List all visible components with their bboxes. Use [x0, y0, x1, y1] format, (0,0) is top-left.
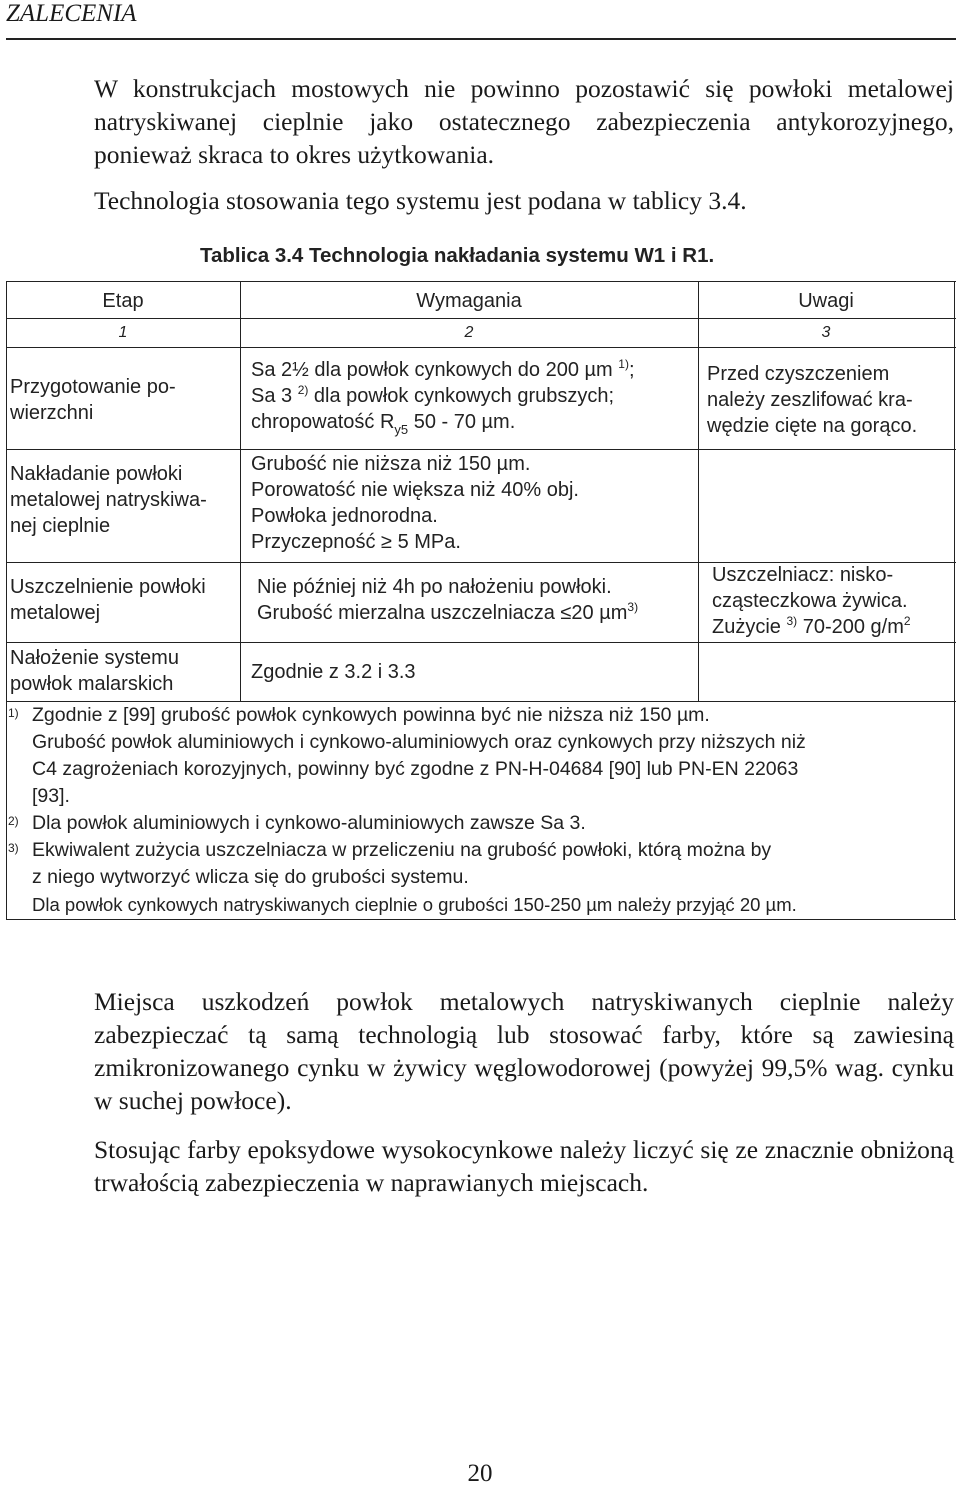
- column-number-3: 3: [821, 324, 831, 341]
- row3-etap-line: metalowej: [10, 602, 101, 624]
- page-number: 20: [467, 1460, 493, 1487]
- row3-requirements: [257, 574, 697, 626]
- intro-paragraph-1: W konstrukcjach mostowych nie powinno pozostawić się powłoki metalowej natryskiwanej cieplnie jako ostatecznego zabezpieczenia antykorozyjnego, ponieważ skraca to okres użytkowania.: [94, 74, 954, 169]
- row1-uwagi-line: należy zeszlifować kra-: [707, 389, 913, 411]
- table-rule-header: [6, 318, 956, 319]
- req-text: ;: [628, 359, 635, 381]
- row3-etap-line: Uszczelnienie powłoki: [10, 576, 206, 598]
- req-text: chropowatość R: [251, 411, 395, 433]
- footnote-3: [8, 837, 953, 918]
- footnote-line: Zgodnie z [99] grubość powłok cynkowych powinna być nie niższa niż 150 µm.: [32, 704, 710, 726]
- row1-uwagi-line: wędzie cięte na gorąco.: [707, 415, 918, 437]
- footnote-ref: 2): [297, 383, 309, 397]
- footnote-line: Grubość powłok aluminiowych i cynkowo-aluminiowych oraz cynkowych przy niższych niż: [32, 731, 806, 753]
- footnote-line: [93].: [32, 785, 70, 807]
- row1-req-line-3: [251, 409, 696, 435]
- row1-etap-line: Przygotowanie po-: [10, 376, 176, 398]
- row3-uwagi-line: [712, 614, 952, 640]
- intro-paragraph-2: Technologia stosowania tego systemu jest podana w tablicy 3.4.: [94, 186, 747, 215]
- exponent: 2: [903, 614, 911, 628]
- row4-etap: [10, 645, 236, 697]
- outro-paragraph-2: Stosując farby epoksydowe wysokocynkowe należy liczyć się ze znacznie obniżoną trwałością zabezpieczenia w naprawianych miejscach.: [94, 1135, 954, 1197]
- table-col-divider-1: [240, 281, 241, 701]
- table-rule-row1: [6, 449, 956, 450]
- footnote-line: Dla powłok cynkowych natryskiwanych cieplnie o grubości 150-250 µm należy przyjąć 20 µm.: [32, 894, 797, 915]
- table-border-left: [6, 281, 7, 919]
- outro-paragraph-1: Miejsca uszkodzeń powłok metalowych natryskiwanych cieplnie należy zabezpieczać tą samą technologią lub stosować farby, które są zawiesiną zmikronizowanego cynku w żywicy węglowodorowej (powyżej 99,5% wag. cynku w suchej powłoce).: [94, 987, 954, 1115]
- row1-etap-line: wierzchni: [10, 402, 94, 424]
- column-number-1: 1: [118, 324, 128, 341]
- footnote-line: C4 zagrożeniach korozyjnych, powinny być zgodne z PN-H-04684 [90] lub PN-EN 22063: [32, 758, 799, 780]
- row2-requirements: [251, 451, 696, 555]
- req-text: Sa 3: [251, 385, 298, 407]
- footnote-marker: 1): [8, 706, 19, 720]
- req-text: Grubość mierzalna uszczelniacza ≤20 µm: [257, 602, 628, 624]
- req-text: Sa 2½ dla powłok cynkowych do 200 µm: [251, 359, 619, 381]
- footnote-marker: 2): [8, 814, 19, 828]
- header-etap: Etap: [102, 290, 144, 312]
- row2-etap-line: metalowej natryskiwa-: [10, 489, 207, 511]
- row4-etap-line: powłok malarskich: [10, 673, 174, 695]
- footnote-line: Dla powłok aluminiowych i cynkowo-aluminiowych zawsze Sa 3.: [32, 812, 586, 834]
- table-rule-top: [6, 281, 956, 282]
- row1-req-line-2: [251, 383, 696, 409]
- footnote-ref: 3): [786, 614, 798, 628]
- row1-etap: [10, 374, 236, 426]
- row2-req-line: Przyczepność ≥ 5 MPa.: [251, 531, 461, 553]
- row4-requirements: [251, 659, 696, 685]
- uwagi-text: 70-200 g/m: [797, 616, 904, 638]
- row3-uwagi: [712, 562, 952, 640]
- req-text: 50 - 70 µm.: [408, 411, 516, 433]
- table-rule-row3: [6, 642, 956, 643]
- table-col-divider-2: [698, 281, 699, 701]
- row3-etap: [10, 574, 236, 626]
- row1-uwagi-line: Przed czyszczeniem: [707, 363, 890, 385]
- table-rule-numbers: [6, 347, 956, 348]
- header-uwagi: Uwagi: [798, 290, 854, 312]
- req-text: dla powłok cynkowych grubszych;: [308, 385, 615, 407]
- row3-req-line-2: [257, 600, 697, 626]
- row3-uwagi-line: Uszczelniacz: nisko-: [712, 564, 894, 586]
- footnote-line: z niego wytworzyć wlicza się do grubości systemu.: [32, 866, 469, 888]
- footnote-ref: 1): [618, 357, 629, 371]
- subscript: y5: [394, 422, 409, 437]
- uwagi-text: Zużycie: [712, 616, 787, 638]
- row3-uwagi-line: cząsteczkowa żywica.: [712, 590, 908, 612]
- row3-req-line-1: Nie później niż 4h po nałożeniu powłoki.: [257, 576, 612, 598]
- row2-etap-line: Nakładanie powłoki: [10, 463, 183, 485]
- row2-req-line: Powłoka jednorodna.: [251, 505, 438, 527]
- table-title: Tablica 3.4 Technologia nakładania systemu W1 i R1.: [200, 244, 715, 267]
- row1-requirements: [251, 357, 696, 435]
- row2-etap: [10, 461, 236, 539]
- row2-req-line: Grubość nie niższa niż 150 µm.: [251, 453, 531, 475]
- footnote-line: Ekwiwalent zużycia uszczelniacza w przeliczeniu na grubość powłoki, którą można by: [32, 839, 772, 861]
- footnote-marker: 3): [8, 841, 19, 855]
- footnote-ref: 3): [627, 600, 639, 614]
- footnote-1: [8, 702, 953, 810]
- table-rule-bottom: [6, 919, 956, 920]
- section-header: ZALECENIA: [6, 0, 137, 27]
- footnote-2: [8, 810, 953, 837]
- table-border-right: [954, 281, 955, 919]
- header-rule: [6, 38, 956, 40]
- column-number-2: 2: [464, 324, 474, 341]
- row1-req-line-1: [251, 357, 696, 383]
- row2-req-line: Porowatość nie większa niż 40% obj.: [251, 479, 579, 501]
- row4-etap-line: Nałożenie systemu: [10, 647, 179, 669]
- row4-req-line: Zgodnie z 3.2 i 3.3: [251, 661, 416, 683]
- header-wymagania: Wymagania: [416, 290, 522, 312]
- row2-etap-line: nej cieplnie: [10, 515, 111, 537]
- row1-uwagi: [707, 361, 952, 439]
- technology-table: [6, 281, 956, 921]
